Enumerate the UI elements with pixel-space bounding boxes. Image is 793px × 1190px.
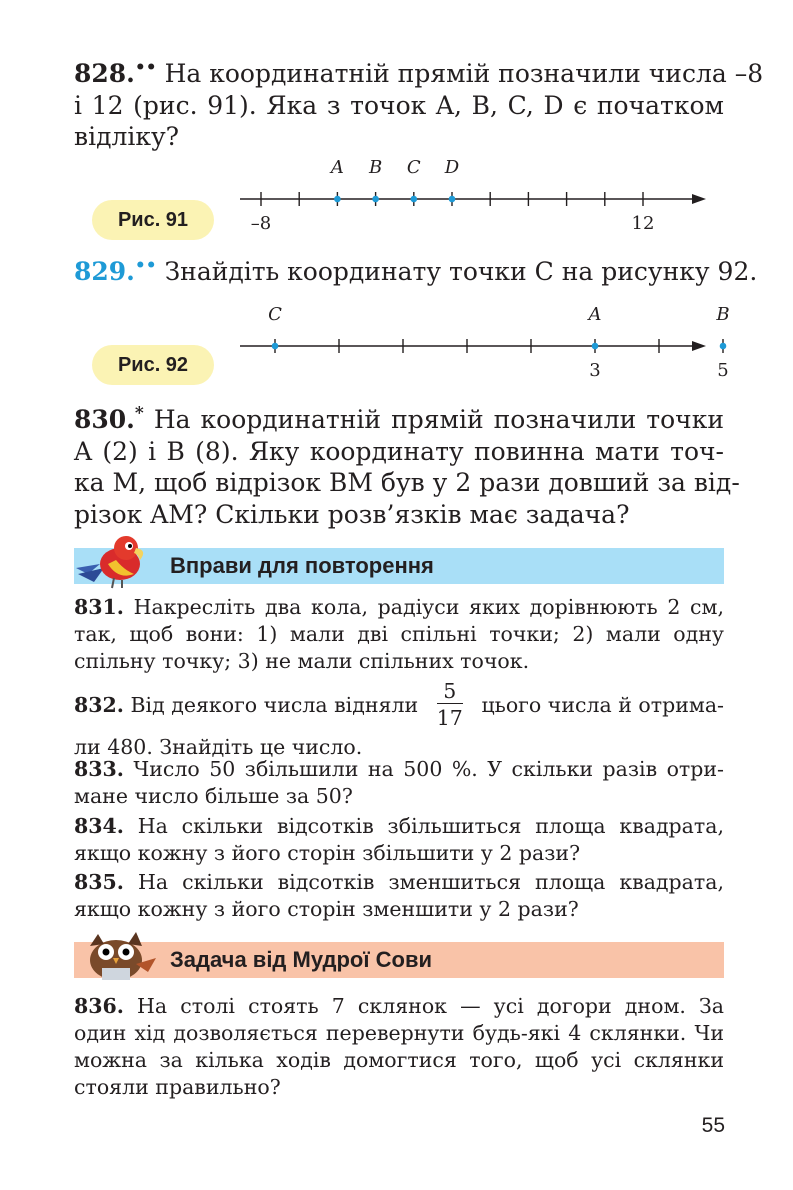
problem-text: і 12 (рис. 91). Яка з точок A, B, C, D є початком: [74, 90, 724, 120]
problem-835: [74, 869, 724, 923]
problem-text: На столі стоять 7 склянок — усі догори дном. За: [137, 994, 724, 1018]
problem-text: ка M, щоб відрізок BM був у 2 рази довший за від-: [74, 468, 740, 497]
section-title: Задача від Мудрої Сови: [170, 947, 433, 972]
fraction-denominator: 17: [436, 705, 463, 730]
point-label-b: B: [716, 304, 730, 325]
page-number: 55: [701, 1114, 725, 1137]
point-label-c: C: [406, 157, 421, 178]
problem-text: так, щоб вони: 1) мали дві спільні точки; 2) мали одну: [74, 622, 724, 646]
problem-text: мане число більше за 50?: [74, 784, 353, 808]
problem-836: [74, 993, 724, 1101]
parrot-icon: [74, 534, 160, 590]
axis-arrow: [692, 194, 706, 204]
problem-829: [74, 255, 758, 288]
figure-caption: Рис. 91: [92, 200, 214, 240]
problem-831: [74, 594, 724, 675]
problem-text: ли 480. Знайдіть це число.: [74, 735, 363, 759]
fraction-numerator: 5: [437, 679, 463, 704]
tick-label: 5: [717, 360, 729, 381]
tick-label: 12: [631, 213, 655, 234]
problem-number: 831.: [74, 595, 124, 619]
problem-number: 836.: [74, 994, 124, 1018]
problem-828: [74, 57, 764, 153]
problem-text: На координатній прямій позначили точки: [153, 405, 725, 434]
problem-text: Від деякого числа відняли: [130, 692, 419, 717]
problem-832: [74, 676, 724, 761]
section-header-owl: [74, 942, 724, 978]
point-marker-a: [592, 343, 599, 350]
owl-icon: [76, 928, 162, 984]
point-marker-c: [272, 343, 279, 350]
section-header-review: [74, 548, 724, 584]
problem-text: На скільки відсотків збільшиться площа квадрата,: [137, 814, 724, 838]
problem-text: можна за кілька ходів домогтися того, щоб усі склянки: [74, 1048, 724, 1072]
point-marker-d: [449, 196, 456, 203]
point-label-a: A: [588, 304, 602, 325]
point-label-c: C: [268, 304, 282, 325]
problem-text: На координатній прямій позначили числа –8: [164, 59, 764, 88]
problem-text: стояли правильно?: [74, 1075, 281, 1099]
problem-text: якщо кожну з його сторін збільшити у 2 рази?: [74, 841, 581, 865]
number-line-figure-92: [0, 300, 793, 390]
problem-number: 830.: [74, 405, 135, 434]
point-label-d: D: [444, 157, 460, 178]
problem-text: Число 50 збільшили на 500 %. У скільки разів отри-: [133, 757, 724, 781]
tick-label: –8: [250, 213, 272, 234]
point-marker-c: [411, 196, 418, 203]
point-label-b: B: [368, 157, 383, 178]
tick-label: 3: [589, 360, 601, 381]
problem-text: Знайдіть координату точки C на рисунку 92.: [164, 257, 758, 286]
problem-text: A (2) і B (8). Яку координату повинна мати точ-: [74, 436, 724, 466]
problem-number: 835.: [74, 870, 124, 894]
problem-833: [74, 756, 724, 810]
problem-text: Накресліть два кола, радіуси яких дорівнюють 2 см,: [133, 595, 724, 619]
problem-number: 832.: [74, 692, 124, 717]
problem-number: 834.: [74, 814, 124, 838]
problem-text: На скільки відсотків зменшиться площа квадрата,: [137, 870, 724, 894]
fraction: [437, 679, 463, 732]
axis-arrow: [692, 341, 706, 351]
problem-text: відліку?: [74, 122, 180, 151]
problem-number: 833.: [74, 757, 124, 781]
problem-text: якщо кожну з його сторін зменшити у 2 рази?: [74, 897, 579, 921]
difficulty-mark: ••: [134, 57, 157, 78]
section-title: Вправи для повторення: [170, 553, 434, 578]
point-marker-b: [372, 196, 379, 203]
point-marker-a: [334, 196, 341, 203]
problem-834: [74, 813, 724, 867]
problem-text: один хід дозволяється перевернути будь-які 4 склянки. Чи: [74, 1021, 724, 1045]
problem-number: 829.: [74, 257, 135, 286]
difficulty-mark: *: [134, 403, 144, 424]
point-label-a: A: [330, 157, 344, 178]
problem-text: спільну точку; 3) не мали спільних точок.: [74, 649, 530, 673]
problem-number: 828.: [74, 59, 135, 88]
problem-text: цього числа й отрима-: [481, 692, 724, 717]
problem-text: різок AM? Скільки розв’язків має задача?: [74, 499, 630, 529]
figure-caption: Рис. 92: [92, 345, 214, 385]
difficulty-mark: ••: [134, 255, 157, 276]
point-marker-b: [720, 343, 727, 350]
number-line-figure-91: [0, 150, 793, 240]
problem-830: [74, 403, 740, 530]
